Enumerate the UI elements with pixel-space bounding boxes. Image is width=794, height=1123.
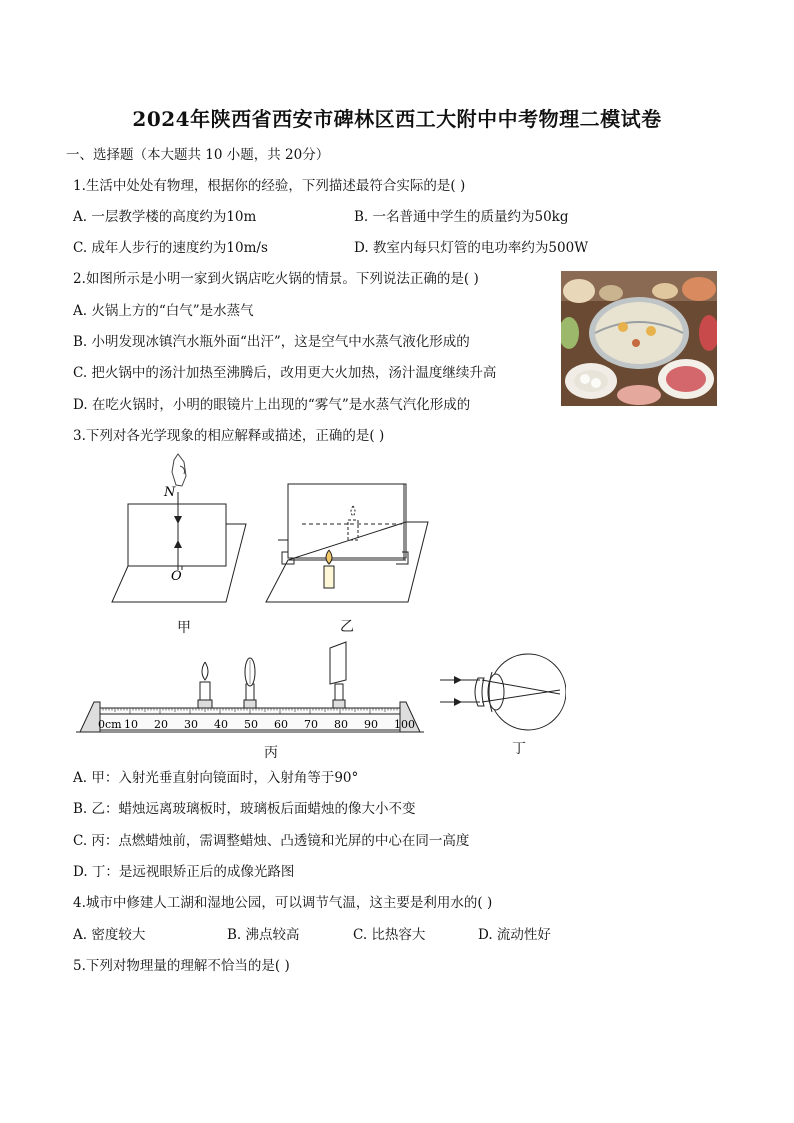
q4-option-b: B. 沸点较高 [227,927,300,943]
q1-option-c: C. 成年人步行的速度约为10m/s [73,240,268,256]
q1-option-b: B. 一名普通中学生的质量约为50kg [354,209,569,225]
figure-jia-reflection [106,452,251,608]
ruler-tick-label: 60 [274,718,288,731]
section-heading: 一、选择题（本大题共 10 小题，共 20分） [66,147,330,163]
q4-option-d: D. 流动性好 [478,927,551,943]
q2-option-a: A. 火锅上方的“白气”是水蒸气 [73,303,254,319]
ruler-tick-label: 50 [244,718,258,731]
ruler-tick-label: 10 [124,718,138,731]
hotpot-photo [561,271,717,406]
ruler-tick-label: 0cm [98,718,122,731]
q1-option-a: A. 一层教学楼的高度约为10m [73,209,257,225]
ruler-tick-label: 40 [214,718,228,731]
caption-ding: 丁 [512,741,526,757]
q3-option-d: D. 丁：是远视眼矫正后的成像光路图 [73,864,295,880]
q4-option-a: A. 密度较大 [73,927,146,943]
ruler-tick-label: 90 [364,718,378,731]
ruler-tick-label: 80 [334,718,348,731]
q2-stem: 2.如图所示是小明一家到火锅店吃火锅的情景。下列说法正确的是( ) [73,271,479,287]
figure-yi-plane-mirror [262,480,432,608]
figure-bing-optical-bench [72,640,442,740]
page-title: 2024年陕西省西安市碑林区西工大附中中考物理二模试卷 [132,107,662,131]
q5-stem: 5.下列对物理量的理解不恰当的是( ) [73,958,290,974]
ruler-tick-label: 30 [184,718,198,731]
ruler-tick-label: 20 [154,718,168,731]
q2-option-d: D. 在吃火锅时，小明的眼镜片上出现的“雾气”是水蒸气汽化形成的 [73,397,471,413]
ruler-tick-label: 70 [304,718,318,731]
q3-option-c: C. 丙：点燃蜡烛前，需调整蜡烛、凸透镜和光屏的中心在同一高度 [73,833,470,849]
caption-bing: 丙 [264,745,278,761]
figure-ding-eye [436,648,566,738]
q1-stem: 1.生活中处处有物理，根据你的经验，下列描述最符合实际的是( ) [73,178,466,194]
q4-stem: 4.城市中修建人工湖和湿地公园，可以调节气温，这主要是利用水的( ) [73,895,493,911]
q3-stem: 3.下列对各光学现象的相应解释或描述，正确的是( ) [73,428,385,444]
normal-label-n: N [164,485,176,500]
caption-jia: 甲 [177,620,191,636]
q3-option-a: A. 甲：入射光垂直射向镜面时，入射角等于90° [73,770,359,786]
q3-option-b: B. 乙：蜡烛远离玻璃板时，玻璃板后面蜡烛的像大小不变 [73,801,416,817]
q2-option-b: B. 小明发现冰镇汽水瓶外面“出汗”，这是空气中水蒸气液化形成的 [73,334,470,350]
ruler-tick-label: 100 [394,718,415,731]
q4-option-c: C. 比热容大 [353,927,426,943]
q1-option-d: D. 教室内每只灯管的电功率约为500W [354,240,589,256]
q2-option-c: C. 把火锅中的汤汁加热至沸腾后，改用更大火加热，汤汁温度继续升高 [73,365,497,381]
caption-yi: 乙 [340,619,354,635]
incidence-point-label-o: O [171,569,182,584]
